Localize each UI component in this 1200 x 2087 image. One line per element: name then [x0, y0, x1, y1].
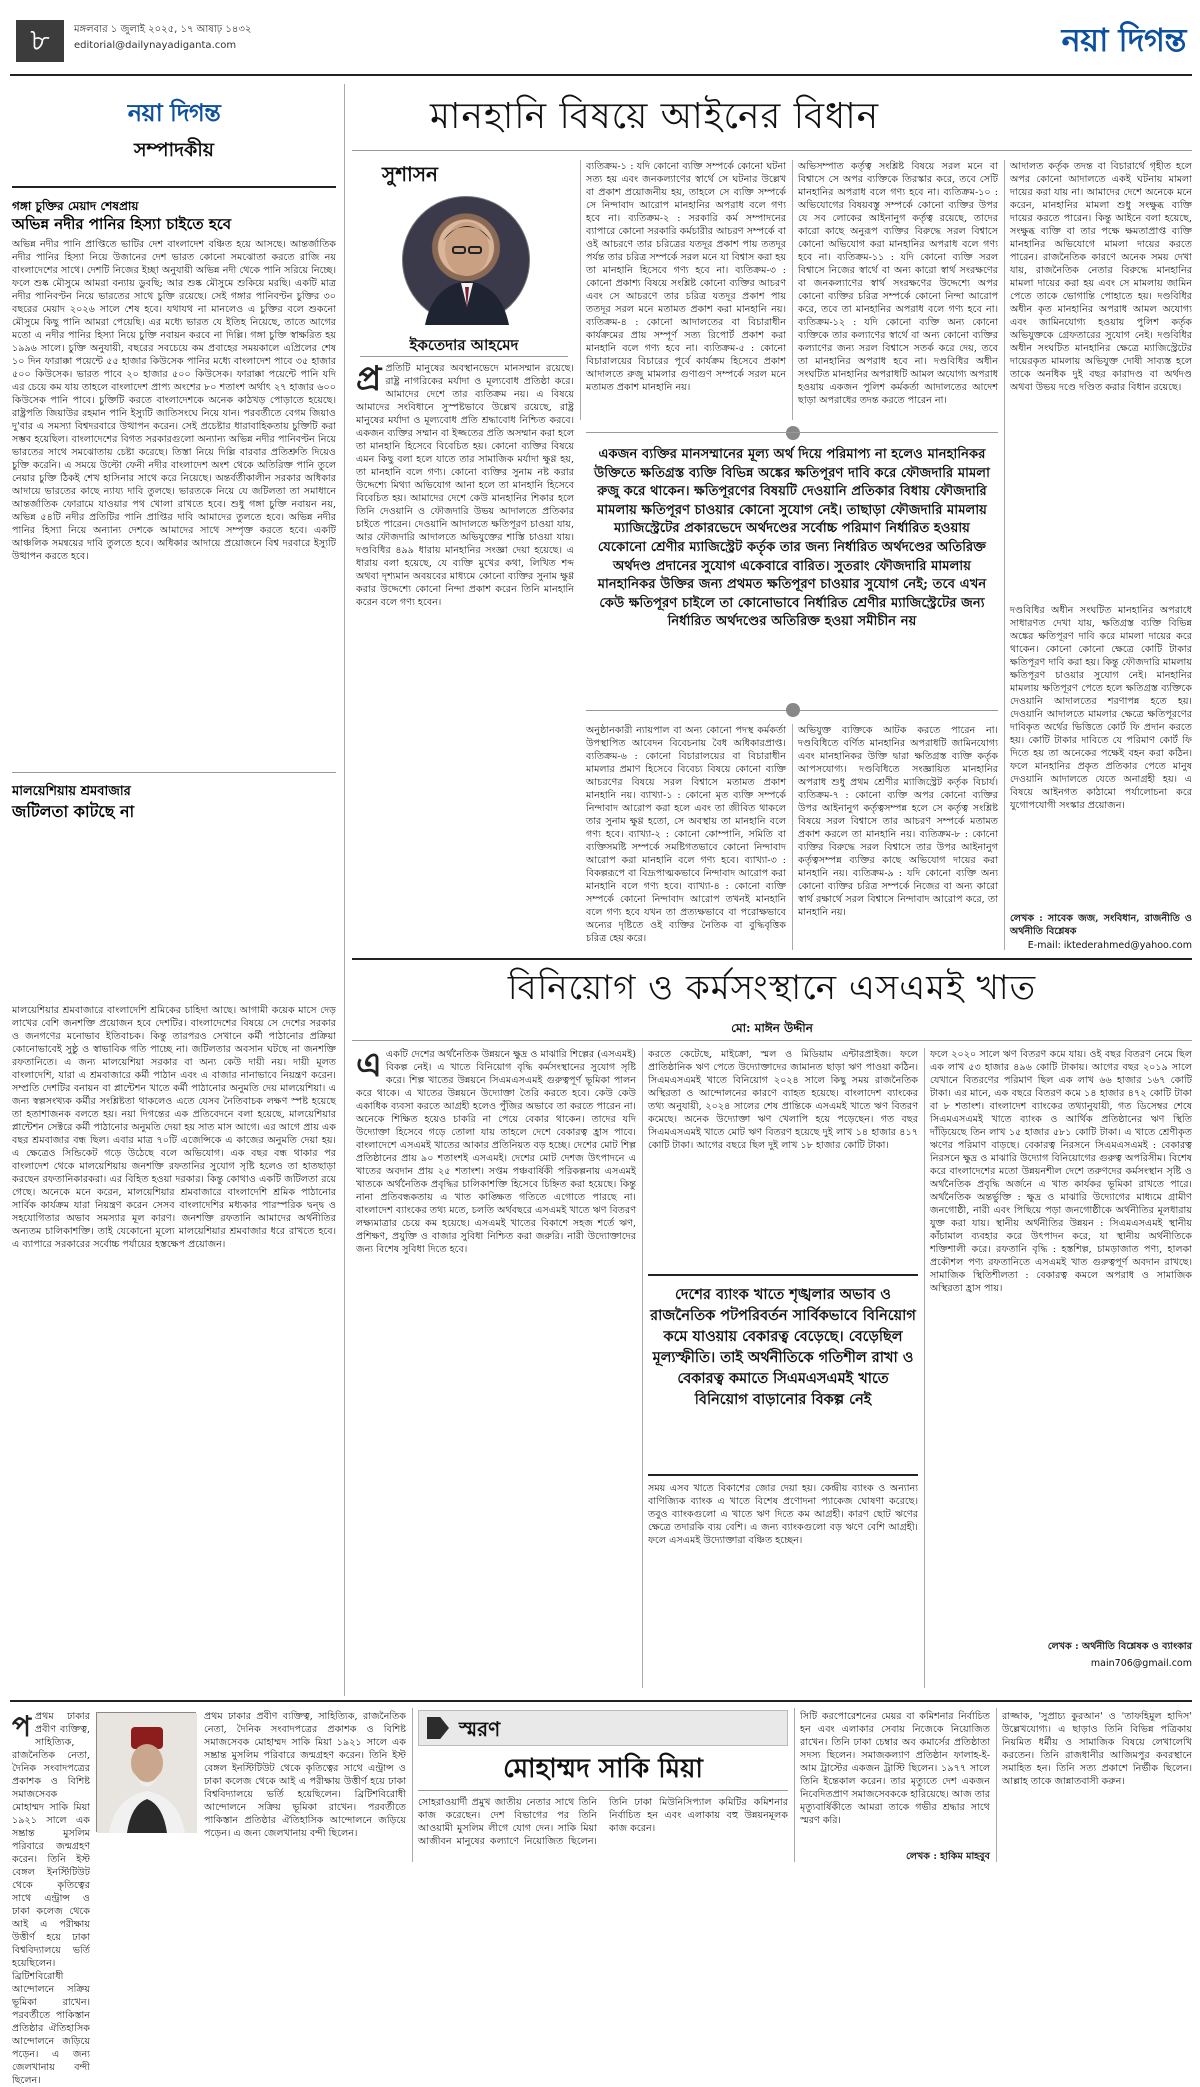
smaran-name-rule — [418, 1790, 788, 1791]
article-2-email[interactable]: main706@gmail.com — [1090, 1658, 1192, 1669]
smaran-body: সোহরাওয়ার্দী প্রমুখ জাতীয় নেতার সাথে তিনি কাজ করেছেন। দেশ বিভাগের পর তিনি আওয়ামী মুসলিম লীগে যোগ দেন। সাকি মিয়া আজীবন মানুষের কল্যাণে নিয়োজিত ছিলেন। তিনি ঢাকা মিউনিসিপ্যাল কমিটির কমিশনার নির্বাচিত হন এবং এলাকায় বহু উন্নয়নমূলক কাজ করেন। — [418, 1797, 788, 1847]
pullquote-top-rule — [586, 432, 998, 433]
article-2-pullquote: দেশের ব্যাংক খাতে শৃঙ্খলার অভাব ও রাজনৈতিক পটপরিবর্তন সার্বিকভাবে বিনিয়োগ কমে যাওয়ায় বেকারত্ব বেড়েছে। বেড়েছিল মূল্যস্ফীতি। তাই অর্থনীতিকে গতিশীল রাখা ও বেকারত্ব কমাতে সিএমএসএমই খাতে বিনিয়োগ বাড়ানোর বিকল্প নেই — [650, 1286, 916, 1408]
a2-pullquote-top — [648, 1274, 918, 1276]
section-rule — [12, 186, 336, 188]
a1-divider-2 — [792, 160, 793, 420]
author-photo — [402, 196, 530, 324]
smaran-arrow-icon — [427, 1717, 449, 1739]
article-1-bottom-rule — [352, 958, 1192, 960]
article-1-col-1 — [356, 359, 574, 782]
a1-divider-4 — [792, 724, 793, 950]
article-1-col-4: আদালত কর্তৃক তদন্ত বা বিচারার্থে গৃহীত হলে অপর কোনো আদালতে একই ঘটনায় মামলা দায়ের করা যায় না। আমাদের দেশে অনেকে মনে করেন, মানহানির মামলা শুধু সংক্ষুব্ধ ব্যক্তি দায়ের করতে পারেন। কিন্তু আইনে বলা হয়েছে, সংক্ষুব্ধ ব্যক্তি বা তার পক্ষে ক্ষমতাপ্রাপ্ত ব্যক্তি মানহানির অভিযোগে মামলা দায়ের করতে পারেন। রাজনৈতিক কারণে অনেক সময় দেখা যায়, রাজনৈতিক নেতার বিরুদ্ধে মানহানির মামলা দায়ের করা হয় এবং সে মামলায় জামিন পেতে তাকে ভোগান্তি পোহাতে হয়। দণ্ডবিধির অধীন কৃত মানহানির অপরাধ আমল অযোগ্য এবং জামিনযোগ্য হওয়ায় পুলিশ কর্তৃক অভিযুক্তকে গ্রেফতারের সুযোগ নেই। দণ্ডবিধির অধীন সংঘটিত মানহানির ক্ষেত্রে ম্যাজিস্ট্রেটের দায়েরকৃত মামলায় অভিযুক্ত দোষী সাব্যস্ত হলে তাকে অনধিক দুই বছর কারাদণ্ড বা অর্থদণ্ড অথবা উভয় দণ্ডে দণ্ডিত করার বিধান রয়েছে। — [1010, 161, 1192, 393]
article-2-col-3: সময় এসব খাতে বিকাশের জোর দেয়া হয়। কেন্দ্রীয় ব্যাংক ও অন্যান্য বাণিজ্যিক ব্যাংক এ খাতে বিশেষ প্রণোদনা প্যাকেজ ঘোষণা করেছে। তবুও ব্যাংকগুলো এ খাতে ঋণ দিতে কম আগ্রহী। কারণ ছোট ঋণের ক্ষেত্রে তদারকি ব্যয় বেশি। এ জন্য ব্যাংকগুলো বড় ঋণে বেশি আগ্রহী। ফলে এসএমই উদ্যোক্তারা বঞ্চিত হচ্ছেন। — [648, 1483, 918, 1546]
obit-col-2: প্রথম ঢাকার প্রবীণ ব্যক্তিত্ব, সাহিত্যিক, রাজনৈতিক নেতা, দৈনিক সংবাদপত্রের প্রকাশক ও বিশিষ্ট সমাজসেবক মোহাম্মদ সাকি মিয়া ১৯২১ সালে এক সম্ভ্রান্ত মুসলিম পরিবারে জন্মগ্রহণ করেন। তিনি ইস্ট বেঙ্গল ইনস্টিটিউট থেকে কৃতিত্বের সাথে এন্ট্রান্স ও ঢাকা কলেজ থেকে আই এ পরীক্ষায় উত্তীর্ণ হয়ে ঢাকা বিশ্ববিদ্যালয়ে ভর্তি হয়েছিলেন। ব্রিটিশবিরোধী আন্দোলনে সক্রিয় ভূমিকা রাখেন। পরবর্তীতে পাকিস্তান প্রতিষ্ঠার ঐতিহাসিক আন্দোলনে জড়িয়ে পড়েন। এ জন্য জেলখানায় বন্দী ছিলেন। — [204, 1711, 406, 1839]
smaran-banner — [418, 1710, 788, 1746]
article-2-col-4: ফলে ২০২০ সালে ঋণ বিতরণ কমে যায়। ওই বছর বিতরণ নেমে ছিল এক লাখ ৫৩ হাজার ৪৯৬ কোটি টাকায়। আগের বছর ২০১৯ সালে যেখানে বিতরণের পরিমাণ ছিল এক লাখ ৬৬ হাজার ১৬৭ কোটি টাকা। এর মানে, এক বছরে বিতরণ কমে ১৪ হাজার ৪৭২ কোটি টাকা বা ৮ শতাংশ। বাংলাদেশ ব্যাংকের তথ্যানুযায়ী, গত ডিসেম্বর শেষে সিএমএসএমই খাতে ব্যাংক ও আর্থিক প্রতিষ্ঠানের ঋণ স্থিতি দাঁড়িয়েছে তিন লাখ ১৫ হাজার ৫৮১ কোটি টাকা। এ খাতে শ্রেণীকৃত ঋণের পরিমাণ বাড়ছে। বেকারত্ব নিরসনে সিএমএসএমই : বেকারত্ব নিরসনে ক্ষুদ্র ও মাঝারি উদ্যোগ বিনিয়োগের গুরুত্ব অপরিসীম। বিশেষ করে বাংলাদেশের মতো উন্নয়নশীল দেশে তরুণদের কর্মসংস্থান সৃষ্টি ও অর্থনৈতিক প্রবৃদ্ধি অর্জনে এ খাত কার্যকর ভূমিকা রাখতে পারে। অর্থনৈতিক অন্তর্ভুক্তি : ক্ষুদ্র ও মাঝারি উদ্যোগের মাধ্যমে গ্রামীণ জনগোষ্ঠী, নারী এবং পিছিয়ে পড়া জনগোষ্ঠীকে অর্থনীতির মূলধারায় যুক্ত করা যায়। স্থানীয় অর্থনীতির উন্নয়ন : সিএমএসএমই স্থানীয় কাঁচামাল ব্যবহার করে উৎপাদন করে, যা স্থানীয় অর্থনীতিকে শক্তিশালী করে। রফতানি বৃদ্ধি : হস্তশিল্প, চামড়াজাত পণ্য, হালকা প্রকৌশল পণ্য রফতানিতে এসএমই খাত গুরুত্বপূর্ণ অবদান রাখছে। সামাজিক স্থিতিশীলতা : বেকারত্ব কমলে অপরাধ ও সামাজিক অস্থিরতা হ্রাস পায়। — [930, 1049, 1192, 1294]
article-2-byline-rule — [352, 1040, 1192, 1041]
article-2-byline: মো: মাঈন উদ্দীন — [731, 1021, 813, 1035]
article-1-col-5: অনুষ্ঠানকারী ন্যায়পাল বা অন্য কোনো পদস্থ কর্মকর্তা উপস্থাপিত আবেদন বিবেচনায় বৈধ অধিকারপ্রাপ্ত। ব্যতিক্রম-৬ : কোনো বিচারালয়ের বা বিচারাধীন মামলার প্রমাণ হিসেবে বিবেচ্য বিষয়ে কোনো ব্যক্তি আচরণের বিষয়ে সরল বিশ্বাসে মতামত প্রকাশ মানহানি নয়। ব্যাখ্যা-১ : কোনো মৃত ব্যক্তি সম্পর্কে নিন্দাবাদ আরোপ করা হলে এবং তা জীবিত থাকলে তার সুনাম ক্ষুণ্ণ হতো, সে অবস্থায় তা মানহানি বলে গণ্য হবে। ব্যাখ্যা-২ : কোনো কোম্পানি, সমিতি বা ব্যক্তিসমষ্টি সম্পর্কে সমষ্টিগতভাবে কোনো নিন্দাবাদ আরোপ করা মানহানি বলে গণ্য হবে। ব্যাখ্যা-৩ : বিকল্পরূপে বা বিদ্রূপাত্মকভাবে নিন্দাবাদ আরোপ করা মানহানি বলে গণ্য হবে। ব্যাখ্যা-৪ : কোনো ব্যক্তি সম্পর্কে কোনো নিন্দাবাদ আরোপ তখনই মানহানি বলে গণ্য হবে যখন তা প্রত্যক্ষভাবে বা পরোক্ষভাবে অন্যের দৃষ্টিতে ওই ব্যক্তির নৈতিক বা বুদ্ধিবৃত্তিক চরিত্র হেয় করে। — [586, 725, 786, 944]
editorial-1-kicker: গঙ্গা চুক্তির মেয়াদ শেষপ্রায় — [12, 199, 139, 213]
editorial-1 — [12, 198, 336, 758]
article-2-title: বিনিয়োগ ও কর্মসংস্থানে এসএমই খাত — [507, 968, 1037, 1008]
dropcap-2: এ — [356, 1045, 382, 1085]
left-column-divider — [344, 84, 345, 1696]
editorial-1-title: অভিন্ন নদীর পানির হিস্যা চাইতে হবে — [12, 215, 232, 233]
bottom-divider-2 — [794, 1708, 795, 1862]
article-1-section-label: সুশাসন — [382, 162, 438, 186]
a2-pullquote-bottom — [648, 1474, 918, 1476]
article-2-col-1 — [356, 1045, 636, 1686]
bottom-far-right-col: রাজ্জাক, 'সুপ্রাচ্য কুরআন' ও 'তাফহিমুল হাদিস' উল্লেখযোগ্য। এ ছাড়াও তিনি বিভিন্ন পত্রিকায় নিয়মিত ধর্মীয় ও সামাজিক বিষয়ে লেখালেখি করতেন। তিনি রাজধানীর আজিমপুর কবরস্থানে সমাহিত হন। তিনি সত্য প্রকাশে নির্ভীক ছিলেন। আল্লাহ তাকে জান্নাতবাসী করুন। — [1002, 1711, 1192, 1787]
bottom-right-col: সিটি করপোরেশনের মেয়র বা কমিশনার নির্বাচিত হন এবং এলাকার সেবায় নিজেকে নিয়োজিত রাখেন। তিনি ঢাকা চেম্বার অব কমার্সের প্রতিষ্ঠাতা সদস্য ছিলেন। সমাজকল্যাণ প্রতিষ্ঠান ফালাহ-ই-আম ট্রাস্টের একজন ট্রাস্টি ছিলেন। ১৯৭৭ সালে তিনি ইন্তেকাল করেন। তার মৃত্যুতে দেশ একজন নিবেদিতপ্রাণ সমাজসেবককে হারিয়েছে। আজ তার মৃত্যুবার্ষিকীতে আমরা তাকে গভীর শ্রদ্ধার সাথে স্মরণ করি। — [800, 1711, 990, 1826]
a1-divider-1 — [580, 160, 581, 420]
author-name: ইকতেদার আহমেদ — [409, 336, 519, 354]
header-email[interactable]: editorial@dailynayadiganta.com — [74, 40, 237, 51]
pullquote-dot — [786, 426, 800, 440]
editorial-2-kicker: মালয়েশিয়ায় শ্রমবাজার — [12, 784, 131, 799]
bottom-divider-1 — [412, 1708, 413, 1862]
header-rule — [10, 74, 1192, 76]
page-header — [10, 8, 1192, 68]
editorial-2-body: মালয়েশিয়ার শ্রমবাজারে বাংলাদেশি শ্রমিকের চাহিদা আছে। আগামী কয়েক মাসে দেড় লাখের বেশি জনশক্তি প্রয়োজন হবে দেশটির। বাংলাদেশের বিষয়ে সে দেশের সরকার ও জনগণের মনোভাব ইতিবাচক। কিন্তু তারপরও সেখানে কর্মী পাঠানোর প্রক্রিয়া কোনোভাবেই সুষ্ঠু ও স্বাভাবিক গতি পাচ্ছে না। জটিলতার অবসান ঘটছে না জনশক্তি রফতানিতে। এ জন্য মালয়েশিয়া সরকার বা অন্য কেউ দায়ী নয়। দায়ী মূলত বাংলাদেশি, যারা এ শ্রমবাজারে কর্মী পাঠান এবং এ বাজার নানাভাবে নিয়ন্ত্রণ করেন। সম্প্রতি দেশটির বনায়ন বা প্লান্টেশন খাতে কর্মী পাঠানোর অনুমতি দেয় মালয়েশিয়া। এ জন্য স্বল্পসংখ্যক কর্মীর সংশ্লিষ্টতা থাকলেও এতে যেসব নৈতিবাচক লক্ষণ স্পষ্ট হয়েছে তা হতাশাজনক বলতে হয়। নয়া দিগন্তের এক প্রতিবেদনে বলা হয়েছে, মালয়েশিয়ার প্লান্টেশন সেক্টরে কর্মী পাঠানোর অনুমতি দেয়া হয় সাত মাস আগে। এর আগে প্রায় এক বছর শ্রমবাজার বন্ধ ছিল। এবার মাত্র ৭০টি এজেন্সিকে এ কাজের অনুমতি দেয়া হয়। এ ক্ষেত্রেও সিন্ডিকেট গড়ে উঠেছে বলে অভিযোগ। এক বছর বন্ধ থাকার পর বাংলাদেশ থেকে মালয়েশিয়ায় জনশক্তি রফতানির সুযোগ সৃষ্টি হলেও তা হাতছাড়া করছেন রফতানিকারকরা। এর বিহিত হওয়া দরকার। কিন্তু কোথাও একটি জটিলতা রয়ে গেছে। অনেকে মনে করেন, মালয়েশিয়ার শ্রমবাজারে বাংলাদেশি শ্রমিক পাঠানোর সার্বিক কার্যক্রম যারা নিয়ন্ত্রণ করেন সেসব বাংলাদেশির মধ্যকার পারস্পরিক দ্বন্দ্ব ও সহযোগিতার অভাব সমস্যার মূল কারণ। জনশক্তি রফতানি আমাদের অর্থনীতির অন্যতম চালিকাশক্তি। তাই যেকোনো মূল্যে মালয়েশিয়ার শ্রমবাজার ধরে রাখতে হবে। এ ব্যাপারে সরকারের সর্বোচ্চ পর্যায়ের হস্তক্ষেপ প্রয়োজন। — [12, 1005, 336, 1250]
page-number-box: ৮ — [16, 20, 64, 62]
article-1-pullquote: একজন ব্যক্তির মানসম্মানের মূল্য অর্থ দিয়ে পরিমাপ্য না হলেও মানহানিকর উক্তিতে ক্ষতিগ্রস্ত ব্যক্তি বিভিন্ন অঙ্কের ক্ষতিপূরণ দাবি করে ফৌজদারি মামলা রুজু করে থাকেন। ক্ষতিপূরণের বিষয়টি দেওয়ানি প্রতিকার বিধায় ফৌজদারি মামলায় ক্ষতিপূরণ চাওয়ার কোনো সুযোগ নেই। তাছাড়া ফৌজদারি মামলায় ম্যাজিস্ট্রেটের প্রকারভেদে অর্থদণ্ডের সর্বোচ্চ পরিমাণ নির্ধারিত হওয়ায় যেকোনো শ্রেণীর ম্যাজিস্ট্রেট কর্তৃক তার জন্য নির্ধারিত অর্থদণ্ডের অতিরিক্ত অর্থদণ্ড প্রদানের সুযোগ একেবারে বারিত। সুতরাং ফৌজদারি মামলায় মানহানিকর উক্তির জন্য প্রথমত ক্ষতিপূরণ চাওয়ার সুযোগ নেই; তবে এখন কেউ ক্ষতিপূরণ চাইলে তা কোনোভাবে নির্ধারিত শ্রেণীর ম্যাজিস্ট্রেটের জন্য নির্ধারিত অর্থদণ্ডের অতিরিক্ত হওয়া সমীচীন নয় — [594, 447, 990, 630]
article-1-col-6: অভিযুক্ত ব্যক্তিকে আটক করতে পারেন না। দণ্ডবিধিতে বর্ণিত মানহানির অপরাধটি জামিনযোগ্য এবং মানহানিকর উক্তি দ্বারা ক্ষতিগ্রস্ত ব্যক্তি কর্তৃক আপসযোগ্য। দণ্ডবিধিতে সংজ্ঞায়িত মানহানির অপরাধ শুধু প্রথম শ্রেণীর ম্যাজিস্ট্রেট কর্তৃক বিচার্য। ব্যতিক্রম-৭ : কোনো ব্যক্তি অপর কোনো ব্যক্তির উপর আইনানুগ কর্তৃত্বসম্পন্ন হলে সে কর্তৃত্ব সংশ্লিষ্ট বিষয়ে সরল বিশ্বাসে তার আচরণ সম্পর্কে মতামত প্রকাশ করলে তা মানহানি নয়। ব্যতিক্রম-৮ : কোনো ব্যক্তির বিরুদ্ধে সরল বিশ্বাসে তার উপর আইনানুগ কর্তৃত্বসম্পন্ন ব্যক্তির কাছে অভিযোগ দায়ের করা মানহানি নয়। ব্যতিক্রম-৯ : যদি কোনো ব্যক্তি অন্য কোনো ব্যক্তির চরিত্র সম্পর্কে নিজের বা অন্য কারো স্বার্থ রক্ষার্থে সরল বিশ্বাসে নিন্দাবাদ আরোপ করে, তা মানহানি নয়। — [798, 725, 998, 918]
article-2-col-1-text: একটি দেশের অর্থনৈতিক উন্নয়নে ক্ষুদ্র ও মাঝারি শিল্পের (এসএমই) বিকল্প নেই। এ খাতে বিনিয়োগ বৃদ্ধি কর্মসংস্থানের সুযোগ সৃষ্টি করে। শিল্প খাতের উন্নয়নে সিএমএসএমই গুরুত্বপূর্ণ ভূমিকা পালন করে থাকে। এ খাতের উন্নয়নে উদ্যোক্তা তৈরি করতে হবে। কেউ কেউ একাধিক ব্যবসা করতে আগ্রহী হলেও পুঁজির অভাবে তা করতে পারেন না। অনেকে শিক্ষিত হয়েও চাকরি না পেয়ে বেকার থাকেন। তাদের যদি উদ্যোক্তা হিসেবে গড়ে তোলা যায় তাহলে দেশে বেকারত্ব হ্রাস পাবে। বাংলাদেশে এসএমই খাতের আকার প্রতিনিয়ত বড় হচ্ছে। দেশের মোট শিল্প প্রতিষ্ঠানের প্রায় ৯০ শতাংশই এসএমই। দেশের মোট দেশজ উৎপাদনে এ খাতের অবদান প্রায় ২৫ শতাংশ। সপ্তম পঞ্চবার্ষিকী পরিকল্পনায় এসএমই খাতকে অর্থনৈতিক প্রবৃদ্ধির চালিকাশক্তি হিসেবে চিহ্নিত করা হয়েছে। কিন্তু নানা প্রতিবন্ধকতায় এ খাত কাঙ্ক্ষিত গতিতে এগোতে পারছে না। বাংলাদেশ ব্যাংকের তথ্য মতে, চলতি অর্থবছরে এসএমই খাতে ঋণ বিতরণ লক্ষ্যমাত্রার চেয়ে কম হয়েছে। এসএমই খাতের বিকাশে সহজ শর্তে ঋণ, প্রশিক্ষণ, প্রযুক্তি ও বাজার সুবিধা নিশ্চিত করা জরুরি। নারী উদ্যোক্তাদের জন্য বিশেষ সুবিধা দিতে হবে। — [356, 1049, 636, 1255]
bottom-divider-3 — [996, 1708, 997, 1862]
date-line: মঙ্গলবার ১ জুলাই ২০২৫, ১৭ আষাঢ় ১৪৩২ — [74, 24, 252, 35]
a1-divider-3 — [1004, 160, 1005, 950]
article-2-col-2: করতে কেটেছে, মাইক্রো, স্মল ও মিডিয়াম এন্টারপ্রাইজ। ফলে প্রাতিষ্ঠানিক ঋণ পেতে উদ্যোক্তাদের জামানত ছাড়া ঋণ পাওয়া কঠিন। সিএমএসএমই খাতে বিনিয়োগ ২০২৪ সালে কিছু সময় রাজনৈতিক অস্থিরতা ও আন্দোলনের কারণে ব্যাহত হয়েছে। বাংলাদেশ ব্যাংকের তথ্য অনুযায়ী, ২০২৪ সালের শেষ প্রান্তিকে এসএমই খাতে ঋণ বিতরণ কমেছে। অনেক উদ্যোক্তা ঋণ খেলাপি হয়ে পড়েছেন। গত বছর সিএমএসএমই খাতে মোট ঋণ বিতরণ হয়েছে দুই লাখ ১৪ হাজার ৪১৭ কোটি টাকা। আগের বছরে ছিল দুই লাখ ১৮ হাজার কোটি টাকা। — [648, 1049, 918, 1151]
section-title: সম্পাদকীয় — [134, 139, 214, 161]
smaran-name: মোহাম্মদ সাকি মিয়া — [503, 1754, 703, 1784]
editorial-2 — [12, 783, 336, 823]
pullquote-dot-bottom — [786, 703, 800, 717]
editorial-divider — [12, 772, 336, 773]
smaran-label: স্মরণ — [459, 1717, 501, 1741]
obit-portrait-icon — [97, 1713, 197, 1833]
bottom-writer: লেখক : হাকিম মাহবুব — [905, 1851, 990, 1862]
editorial-1-body: অভিন্ন নদীর পানি প্রাপ্তিতে ভাটির দেশ বাংলাদেশ বঞ্চিত হয়ে আসছে। আন্তর্জাতিক নদীর পানির হিস্যা নিয়ে উজানের দেশ ভারত কোনো সমঝোতা করতে রাজি নয় বাংলাদেশের সাথে। দেশটি নিজের ইচ্ছা অনুযায়ী অভিন্ন নদী থেকে পানি সরিয়ে নিচ্ছে। ফলে শুষ্ক মৌসুমে আমরা বন্যায় ডুবছি; আর শুষ্ক মৌসুমে শুকিয়ে মরছি। একটি মাত্র নদীর পানিবণ্টন নিয়ে ভারতের সাথে চুক্তি রয়েছে। সেই গঙ্গার পানিবণ্টন চুক্তির ৩০ বছরের মেয়াদ ২০২৬ সালে শেষ হবে। যথাযথ না মানলেও এ চুক্তির বলে শুকনো মৌসুমে কিছু পানি আমরা পেয়েছি। এর মধ্যে ভারত যে ইতিহ নিয়েছে, তাতে আগের মতো এ নদীর পানির হিস্যা নিয়ে চুক্তি নবায়ন করবে না দিল্লি। গঙ্গা চুক্তি স্বাক্ষরিত হয় ১৯৯৬ সালে। চুক্তি অনুযায়ী, বছরের সবচেয়ে কম প্রবাহের সময়কালে এপ্রিলের শেষ ১০ দিন ফারাক্কা পয়েন্টে ৫৫ হাজার কিউসেক পানির মধ্যে বাংলাদেশ পাবে ৩৫ হাজার ৫০০ কিউসেক। ভারত পাবে ২০ হাজার ৫০০ কিউসেক। ফারাক্কা পয়েন্টে পানি যদি এর চেয়ে কম যায় তাহলে বাংলাদেশ প্রাপ্য অংশের ৮০ শতাংশ অর্থাৎ ২৭ হাজার ৬০০ কিউসেক পানি পাবে। চুক্তিটি করতে বাংলাদেশকে অনেক কাঠখড় পোড়াতে হয়েছে। রাষ্ট্রপতি জিয়াউর রহমান পানি ইস্যুটি জাতিসংঘে নিয়ে যান। পরবর্তীতে বেগম জিয়াও দু'বার এ সমস্যা বিশ্বদরবারে উত্থাপন করেন। সেই প্রচেষ্টার ধারাবাহিকতায় চুক্তিটি করা সম্ভব হয়েছিল। বাংলাদেশের বিগত সরকারগুলো অন্যান্য অভিন্ন নদীর পানিবণ্টন নিয়ে ভারতের সাথে সমঝোতায় চেষ্টা করেছে। তিস্তা নিয়ে দিল্লি বারবার প্রতিশ্রুতি দিয়েও চুক্তি করেনি। এ সময়ে উল্টো ফেনী নদীর বাংলাদেশ অংশ থেকে অতিরিক্ত পানি তুলে নেয়ার চুক্তি ঠিকই শেখ হাসিনার সাথে করে নিয়েছে। অন্তর্বর্তীকালীন সরকার অধিকার আদায়ে ভারতের কাছে ন্যায্য দাবি তুলছে। ভারতকে নিয়ে যে জটিলতা তা সমাধানে আন্তর্জাতিক ফোরামে যাওয়ার পথ খোলা রাখতে হবে। শুধু গঙ্গা চুক্তি নবায়ন নয়, অভিন্ন ৫৪টি নদীর প্রতিটির পানি প্রাপ্তির দাবি আমাদের তুলতে হবে। অভিন্ন নদীর পানির হিস্যা নিয়ে অন্যান্য দেশকে আমাদের সাথে সম্পৃক্ত করতে হবে। একটি আঞ্চলিক সমন্বয়ের দাবি তুলতে হবে। অধিকার আদায়ে প্রয়োজনে বিশ্ব দরবারে ইস্যুটি উত্থাপন করতে হবে। — [12, 239, 336, 562]
editorial-logo-text: নয়া দিগন্ত — [127, 99, 221, 127]
article-2-author-note: লেখক : অর্থনীতি বিশ্লেষক ও ব্যাংকার — [1047, 1641, 1192, 1652]
article-1-col-3: অভিসম্পাত কর্তৃত্ব সংশ্লিষ্ট বিষয়ে সরল মনে বা বিশ্বাসে সে অপর ব্যক্তিকে তিরস্কার করে, তবে সেটি মানহানির অপরাধ বলে গণ্য হবে না। ব্যতিক্রম-১০ : অভিযোগের বিষয়বস্তু সম্পর্কে কোনো ব্যক্তির উপর যে সব লোকের আইনানুগ কর্তৃত্ব রয়েছে, তাদের কারো কাছে অনুরূপ ব্যক্তির বিরুদ্ধে সরল বিশ্বাসে কোনো অভিযোগ করা মানহানির অপরাধ বলে গণ্য হবে না। ব্যতিক্রম-১১ : যদি কোনো ব্যক্তি সরল বিশ্বাসে নিজের স্বার্থে বা অন্য কারো স্বার্থ সংরক্ষণের বা জনকল্যাণের স্বার্থ সংরক্ষণের উদ্দেশ্যে অপর কোনো ব্যক্তির চরিত্র সম্পর্কে কোনো নিন্দা আরোপ করে, তবে তা মানহানির অপরাধ বলে গণ্য হবে না। ব্যতিক্রম-১২ : যদি কোনো ব্যক্তি অন্য কোনো ব্যক্তিকে তার কল্যাণের স্বার্থে বা অন্য কোনো ব্যক্তির কল্যাণের জন্য সরল বিশ্বাসে সতর্ক করে দেয়, তবে তা মানহানির অপরাধ হবে না। দণ্ডবিধির অধীন সংঘটিত মানহানির অপরাধটি আমল অযোগ্য অপরাধ হওয়ায় একজন পুলিশ কর্মকর্তা আদালতের আদেশ ছাড়া অপরাধের তদন্ত করতে পারেন না। — [798, 161, 998, 406]
editorial-2-title: জটিলতা কাটছে না — [12, 802, 135, 821]
author-portrait-icon — [403, 197, 531, 325]
article-1-title-rule — [352, 150, 1192, 151]
bottom-strip-rule — [10, 1700, 1192, 1702]
editorial-column — [12, 84, 336, 1004]
dropcap: প্র — [356, 359, 382, 399]
editorial-logo — [12, 98, 336, 128]
article-1-col-7: দণ্ডবিধির অধীন সংঘটিত মানহানির অপরাধে সাধারণত দেখা যায়, ক্ষতিগ্রস্ত ব্যক্তি বিভিন্ন অঙ্কের ক্ষতিপূরণ দাবি করে মামলা দায়ের করে থাকেন। কোনো কোনো ক্ষেত্রে কোটি টাকার ক্ষতিপূরণ দাবি করা হয়। কিন্তু ফৌজদারি মামলায় ক্ষতিপূরণ চাওয়ার সুযোগ নেই। মানহানির মামলায় ক্ষতিপূরণ পেতে হলে ক্ষতিগ্রস্ত ব্যক্তিকে দেওয়ানি আদালতের শরণাপন্ন হতে হয়। দেওয়ানি আদালতে মামলার ক্ষেত্রে ক্ষতিপূরণের দাবিকৃত অর্থের ভিত্তিতে কোর্ট ফি প্রদান করতে হয়। কোটি টাকার দাবিতে যে পরিমাণ কোর্ট ফি দিতে হয় তা অনেকের পক্ষেই বহন করা কঠিন। ফলে মানহানির প্রকৃত প্রতিকার পেতে মানুষ দেওয়ানি আদালতে যেতে অনাগ্রহী হয়। এ বিষয়ে আইনগত কাঠামো পর্যালোচনা করে যুগোপযোগী সংস্কার প্রয়োজন। — [1010, 605, 1192, 811]
article-1-author-note: লেখক : সাবেক জজ, সংবিধান, রাজনীতি ও অর্থনীতি বিশ্লেষক — [1010, 913, 1192, 937]
article-1-col-2: ব্যতিক্রম-১ : যদি কোনো ব্যক্তি সম্পর্কে কোনো ঘটনা সত্য হয় এবং জনকল্যাণের স্বার্থে সে ঘটনার উল্লেখ বা প্রকাশ প্রয়োজনীয় হয়, তাহলে সে ব্যক্তি সম্পর্কে সে নিন্দাবাদ আরোপ মানহানির অপরাধ বলে গণ্য হবে না। ব্যতিক্রম-২ : সরকারি কর্ম সম্পাদনের ব্যাপারে কোনো সরকারি কর্মচারীর আচরণ সম্পর্কে বা ওই আচরণে তার চরিত্রের যতদূর প্রকাশ পায় ততদূর পর্যন্ত তার চরিত্র সম্পর্কে সরল মনে যা বিশ্বাস করা হয় তা মানহানি হিসেবে গণ্য হবে না। ব্যতিক্রম-৩ : কোনো প্রকাশ্য বিষয়ে সংশ্লিষ্ট কোনো ব্যক্তির আচরণ এবং সে আচরণে তার চরিত্র যতদূর প্রকাশ পায় ততদূর সরল মনে মতামত প্রকাশ করা মানহানি নয়। ব্যতিক্রম-৪ : কোনো আদালতের বা বিচারাধীন কার্যক্রমের প্রায় সম্পূর্ণ সত্য রিপোর্ট প্রকাশ করা মানহানি বলে গণ্য হবে না। ব্যতিক্রম-৫ : কোনো বিচারালয়ের বিচারের পূর্বে কার্যক্রম হিসেবে প্রকাশ আদালতে রুজু মামলার গুণাগুণ সম্পর্কে সরল মনে মতামত প্রকাশ মানহানি নয়। — [586, 161, 786, 393]
dropcap-3: প — [12, 1710, 32, 1743]
a2-divider-2 — [924, 1048, 925, 1688]
article-1-col-1-text: প্রতিটি মানুষের অবস্থানভেদে মানসম্মান রয়েছে। রাষ্ট্র নাগরিকের মর্যাদা ও মূল্যবোধ প্রতিষ্ঠা করে। আমাদের দেশে তার ব্যতিক্রম নয়। এ বিষয়ে আমাদের সংবিধানে সুস্পষ্টভাবে উল্লেখ রয়েছে, রাষ্ট্র মানুষের মর্যাদা ও মূল্যবোধ প্রতি শ্রদ্ধাবোধ নিশ্চিত করবে। একজন ব্যক্তির সম্মান বা ইজ্জতের প্রতি অসম্মান করা হলে তা মানহানি হিসেবে বিবেচিত হয়। কোনো ব্যক্তির বিষয়ে এমন কিছু বলা হলে যাতে তার সামাজিক মর্যাদা ক্ষুণ্ণ হয়, তা মানহানি বলে গণ্য। কোনো ব্যক্তির সুনাম নষ্ট করার উদ্দেশ্যে মিথ্যা অভিযোগ আনা হলে তা মানহানি হিসেবে বিবেচিত হয়। আমাদের দেশে কেউ মানহানির শিকার হলে তিনি দেওয়ানি ও ফৌজদারি উভয় আদালতে প্রতিকার চাইতে পারেন। দেওয়ানি আদালতে ক্ষতিপূরণ চাওয়া যায়, আর ফৌজদারি আদালতে অভিযুক্তের শাস্তি চাওয়া যায়। দণ্ডবিধির ৪৯৯ ধারায় মানহানির সংজ্ঞা দেয়া হয়েছে। এ ধারায় বলা হয়েছে, যে ব্যক্তি মুখের কথা, লিখিত শব্দ অথবা দৃশ্যমান অবয়বের মাধ্যমে কোনো ব্যক্তির সুনাম ক্ষুণ্ণ করার উদ্দেশ্যে কোনো নিন্দা প্রকাশ করেন তিনি মানহানি করেন বলে গণ্য হবেন। — [356, 363, 574, 608]
a2-divider-1 — [642, 1048, 643, 1688]
header-logo[interactable] — [1062, 20, 1186, 60]
author-rule — [360, 356, 568, 357]
article-1-title: মানহানি বিষয়ে আইনের বিধান — [430, 96, 880, 137]
obit-photo — [96, 1712, 196, 1832]
article-1-email[interactable]: E-mail: iktederahmed@yahoo.com — [1027, 940, 1192, 951]
obit-intro-text: প্রথম ঢাকার প্রবীণ ব্যক্তিত্ব, সাহিত্যিক, রাজনৈতিক নেতা, দৈনিক সংবাদপত্রের প্রকাশক ও বিশিষ্ট সমাজসেবক মোহাম্মদ সাকি মিয়া ১৯২১ সালে এক সম্ভ্রান্ত মুসলিম পরিবারে জন্মগ্রহণ করেন। তিনি ইস্ট বেঙ্গল ইনস্টিটিউট থেকে কৃতিত্বের সাথে এন্ট্রান্স ও ঢাকা কলেজ থেকে আই এ পরীক্ষায় উত্তীর্ণ হয়ে ঢাকা বিশ্ববিদ্যালয়ে ভর্তি হয়েছিলেন। ব্রিটিশবিরোধী আন্দোলনে সক্রিয় ভূমিকা রাখেন। পরবর্তীতে পাকিস্তান প্রতিষ্ঠার ঐতিহাসিক আন্দোলনে জড়িয়ে পড়েন। এ জন্য জেলখানায় বন্দী ছিলেন। — [12, 1711, 90, 2086]
logo-text: নয়া দিগন্ত — [1061, 21, 1186, 59]
obit-intro — [12, 1710, 90, 2086]
